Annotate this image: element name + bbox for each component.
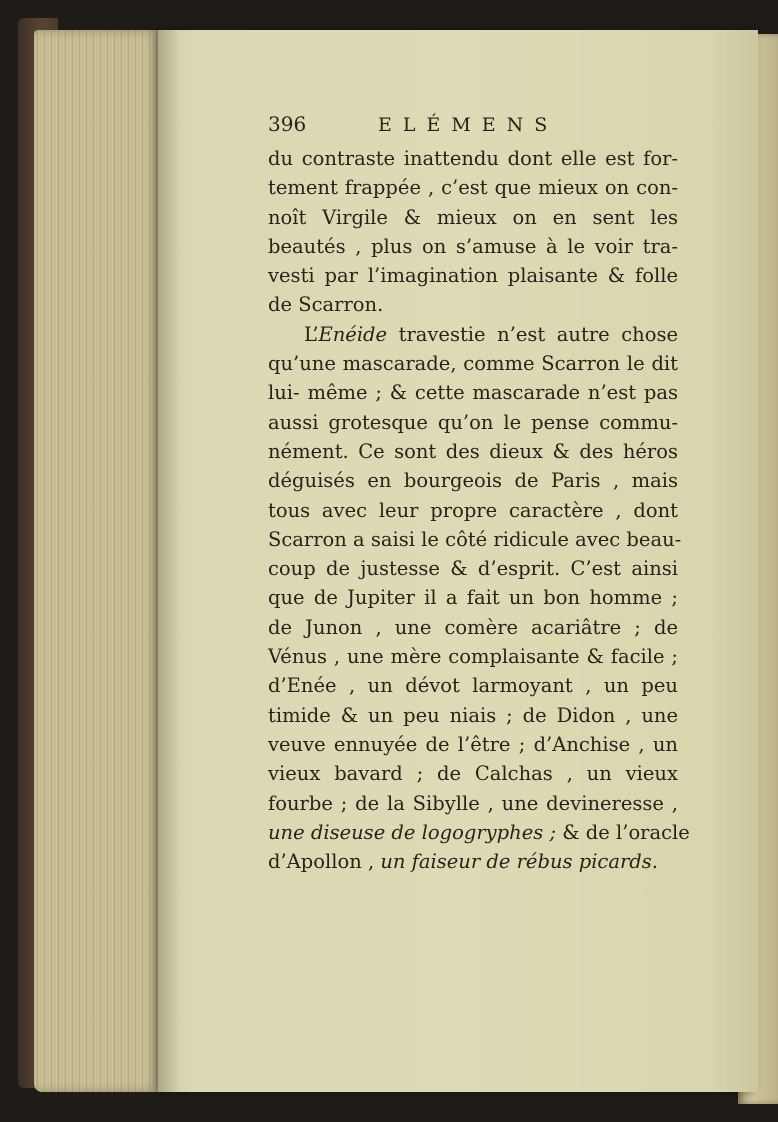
text-roman: d’Apollon , [268, 850, 381, 874]
text-line: de Junon , une comère acariâtre ; de [268, 615, 678, 639]
text-line: veuve ennuyée de l’être ; d’Anchise , un [268, 732, 678, 756]
text-roman: L’ [304, 322, 319, 346]
text-line: nément. Ce sont des dieux & des héros [268, 439, 678, 463]
running-head-title: ELÉMENS [378, 114, 559, 136]
mixed-text-line [268, 818, 690, 847]
running-head [268, 112, 678, 144]
text-line: que de Jupiter il a fait un bon homme ; [268, 586, 678, 610]
text-line: de Scarron. [268, 293, 384, 317]
text-line: aussi grotesque qu’on le pense commu- [268, 410, 678, 434]
page-number: 396 [268, 112, 307, 136]
text-line: vieux bavard ; de Calchas , un vieux [268, 762, 678, 786]
text-line: d’Enée , un dévot larmoyant , un peu [268, 674, 678, 698]
text-line: noît Virgile & mieux on en sent les [268, 205, 678, 229]
text-line: beautés , plus on s’amuse à le voir tra- [268, 234, 678, 258]
mixed-text-line [268, 847, 678, 876]
text-line: tement frappée , c’est que mieux on con- [268, 176, 678, 200]
text-line: lui- même ; & cette mascarade n’est pas [268, 381, 678, 405]
gutter-shadow [158, 30, 180, 1092]
text-line: Scarron a saisi le côté ridicule avec beau- [268, 527, 682, 551]
text-italic: une diseuse de logogryphes ; [268, 820, 557, 844]
page-edges [34, 30, 166, 1092]
text-line: vesti par l’imagination plaisante & folle [268, 264, 678, 288]
text-line: du contraste inattendu dont elle est for- [268, 147, 678, 170]
text-line: déguisés en bourgeois de Paris , mais [268, 469, 678, 493]
text-roman: travestie n’est autre chose [387, 322, 678, 346]
work-title-italic: Enéide [318, 322, 388, 346]
text-roman: & de l’oracle [556, 820, 690, 844]
text-italic: un faiseur de rébus picards. [380, 850, 658, 874]
text-line: Vénus , une mère complaisante & facile ; [268, 645, 678, 669]
page-text [268, 112, 690, 876]
text-line: timide & un peu niais ; de Didon , une [268, 703, 678, 727]
text-line: coup de justesse & d’esprit. C’est ainsi [268, 557, 678, 581]
paragraph-start-line [268, 320, 678, 349]
text-line: qu’une mascarade, comme Scarron le dit [268, 352, 678, 376]
text-line: fourbe ; de la Sibylle , une devineresse , [268, 791, 678, 815]
text-line: tous avec leur propre caractère , dont [268, 498, 678, 522]
